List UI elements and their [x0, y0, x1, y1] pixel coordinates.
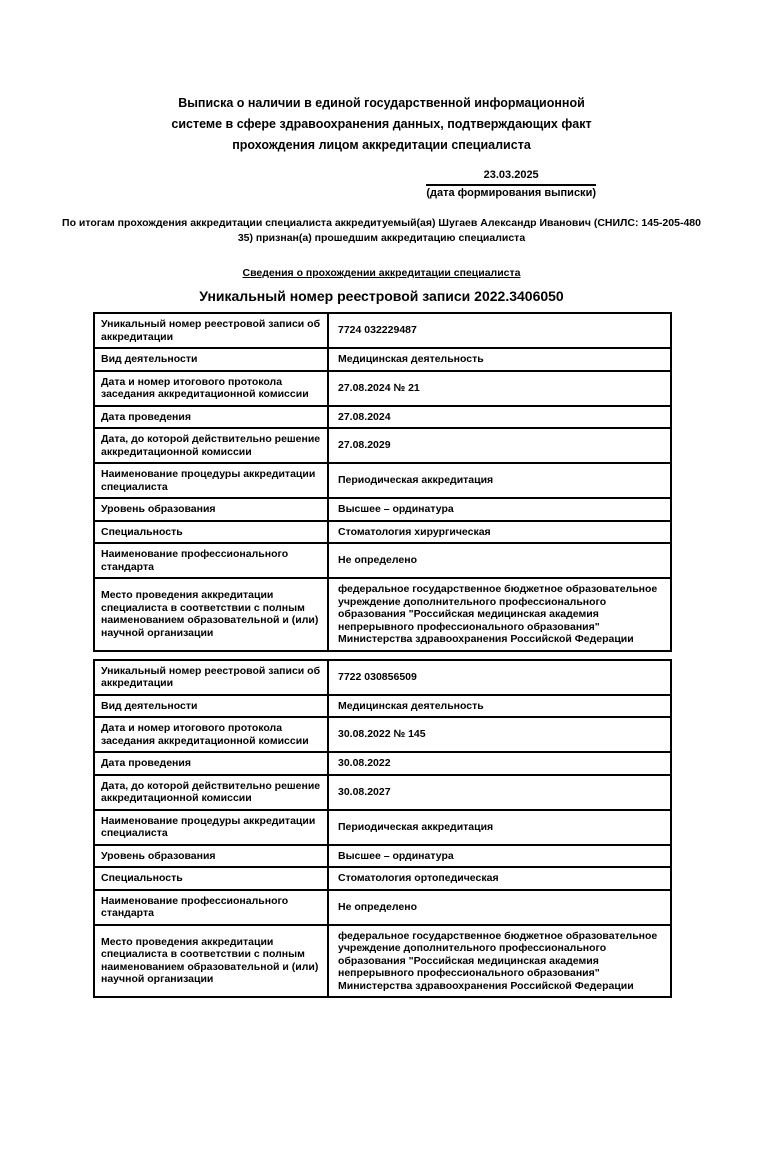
row-value: Периодическая аккредитация	[328, 810, 671, 845]
row-value: Медицинская деятельность	[328, 348, 671, 371]
row-label: Уникальный номер реестровой записи об аккредитации	[94, 313, 328, 348]
row-value: Стоматология хирургическая	[328, 521, 671, 544]
row-label: Место проведения аккредитации специалиста в соответствии с полным наименованием образовательной и (или) научной организации	[94, 578, 328, 651]
accreditation-table-1	[93, 312, 672, 652]
row-label: Вид деятельности	[94, 695, 328, 718]
accreditation-table-2-body	[94, 660, 671, 998]
row-value: Высшее – ординатура	[328, 845, 671, 868]
row-label: Наименование процедуры аккредитации специалиста	[94, 810, 328, 845]
row-value: 30.08.2022 № 145	[328, 717, 671, 752]
document-title: Выписка о наличии в единой государственной информационной системе в сфере здравоохранения данных, подтверждающих факт прохождения лицом аккредитации специалиста	[171, 96, 592, 152]
table-row	[94, 348, 671, 371]
row-value: 27.08.2029	[328, 428, 671, 463]
table-row	[94, 717, 671, 752]
row-label: Дата, до которой действительно решение аккредитационной комиссии	[94, 775, 328, 810]
table-row	[94, 845, 671, 868]
row-label: Наименование процедуры аккредитации специалиста	[94, 463, 328, 498]
row-value: 7724 032229487	[328, 313, 671, 348]
row-value: федеральное государственное бюджетное образовательное учреждение дополнительного профессионального образования "Российская медицинская академия непрерывного профессионального образования" Министерства здравоохранения Российской Федерации	[328, 925, 671, 998]
table-row	[94, 695, 671, 718]
table-row	[94, 521, 671, 544]
table-row	[94, 890, 671, 925]
accreditation-table-1-body	[94, 313, 671, 651]
row-value: 7722 030856509	[328, 660, 671, 695]
row-value: 27.08.2024	[328, 406, 671, 429]
row-value: 30.08.2027	[328, 775, 671, 810]
row-value: федеральное государственное бюджетное образовательное учреждение дополнительного профессионального образования "Российская медицинская академия непрерывного профессионального образования" Министерства здравоохранения Российской Федерации	[328, 578, 671, 651]
table-row	[94, 775, 671, 810]
table-row	[94, 406, 671, 429]
formation-date: 23.03.2025	[426, 169, 596, 186]
row-value: Стоматология ортопедическая	[328, 867, 671, 890]
table-row	[94, 313, 671, 348]
row-label: Наименование профессионального стандарта	[94, 890, 328, 925]
accreditation-table-2	[93, 659, 672, 999]
row-value: Не определено	[328, 543, 671, 578]
row-value: 27.08.2024 № 21	[328, 371, 671, 406]
section-heading: Сведения о прохождении аккредитации специалиста	[242, 267, 521, 279]
document-page	[0, 93, 763, 1173]
table-row	[94, 543, 671, 578]
row-label: Уровень образования	[94, 498, 328, 521]
table-row	[94, 752, 671, 775]
row-label: Дата и номер итогового протокола заседания аккредитационной комиссии	[94, 371, 328, 406]
row-label: Уровень образования	[94, 845, 328, 868]
row-label: Место проведения аккредитации специалиста в соответствии с полным наименованием образовательной и (или) научной организации	[94, 925, 328, 998]
table-row	[94, 371, 671, 406]
registry-record-heading: Уникальный номер реестровой записи 2022.3406050	[199, 288, 564, 304]
row-value: Медицинская деятельность	[328, 695, 671, 718]
row-label: Дата проведения	[94, 406, 328, 429]
formation-date-caption: (дата формирования выписки)	[426, 187, 596, 199]
table-row	[94, 428, 671, 463]
table-row	[94, 463, 671, 498]
table-row	[94, 867, 671, 890]
row-value: Периодическая аккредитация	[328, 463, 671, 498]
intro-paragraph: По итогам прохождения аккредитации специалиста аккредитуемый(ая) Шугаев Александр Иванович (СНИЛС: 145-205-480 35) признан(а) прошедшим аккредитацию специалиста	[62, 217, 701, 244]
row-label: Вид деятельности	[94, 348, 328, 371]
row-label: Специальность	[94, 867, 328, 890]
row-value: Не определено	[328, 890, 671, 925]
table-row	[94, 660, 671, 695]
table-row	[94, 498, 671, 521]
row-label: Специальность	[94, 521, 328, 544]
formation-date-block	[426, 169, 596, 200]
row-label: Наименование профессионального стандарта	[94, 543, 328, 578]
table-row	[94, 925, 671, 998]
row-label: Дата, до которой действительно решение аккредитационной комиссии	[94, 428, 328, 463]
row-label: Дата проведения	[94, 752, 328, 775]
table-row	[94, 578, 671, 651]
table-row	[94, 810, 671, 845]
row-value: Высшее – ординатура	[328, 498, 671, 521]
row-value: 30.08.2022	[328, 752, 671, 775]
row-label: Уникальный номер реестровой записи об аккредитации	[94, 660, 328, 695]
row-label: Дата и номер итогового протокола заседания аккредитационной комиссии	[94, 717, 328, 752]
